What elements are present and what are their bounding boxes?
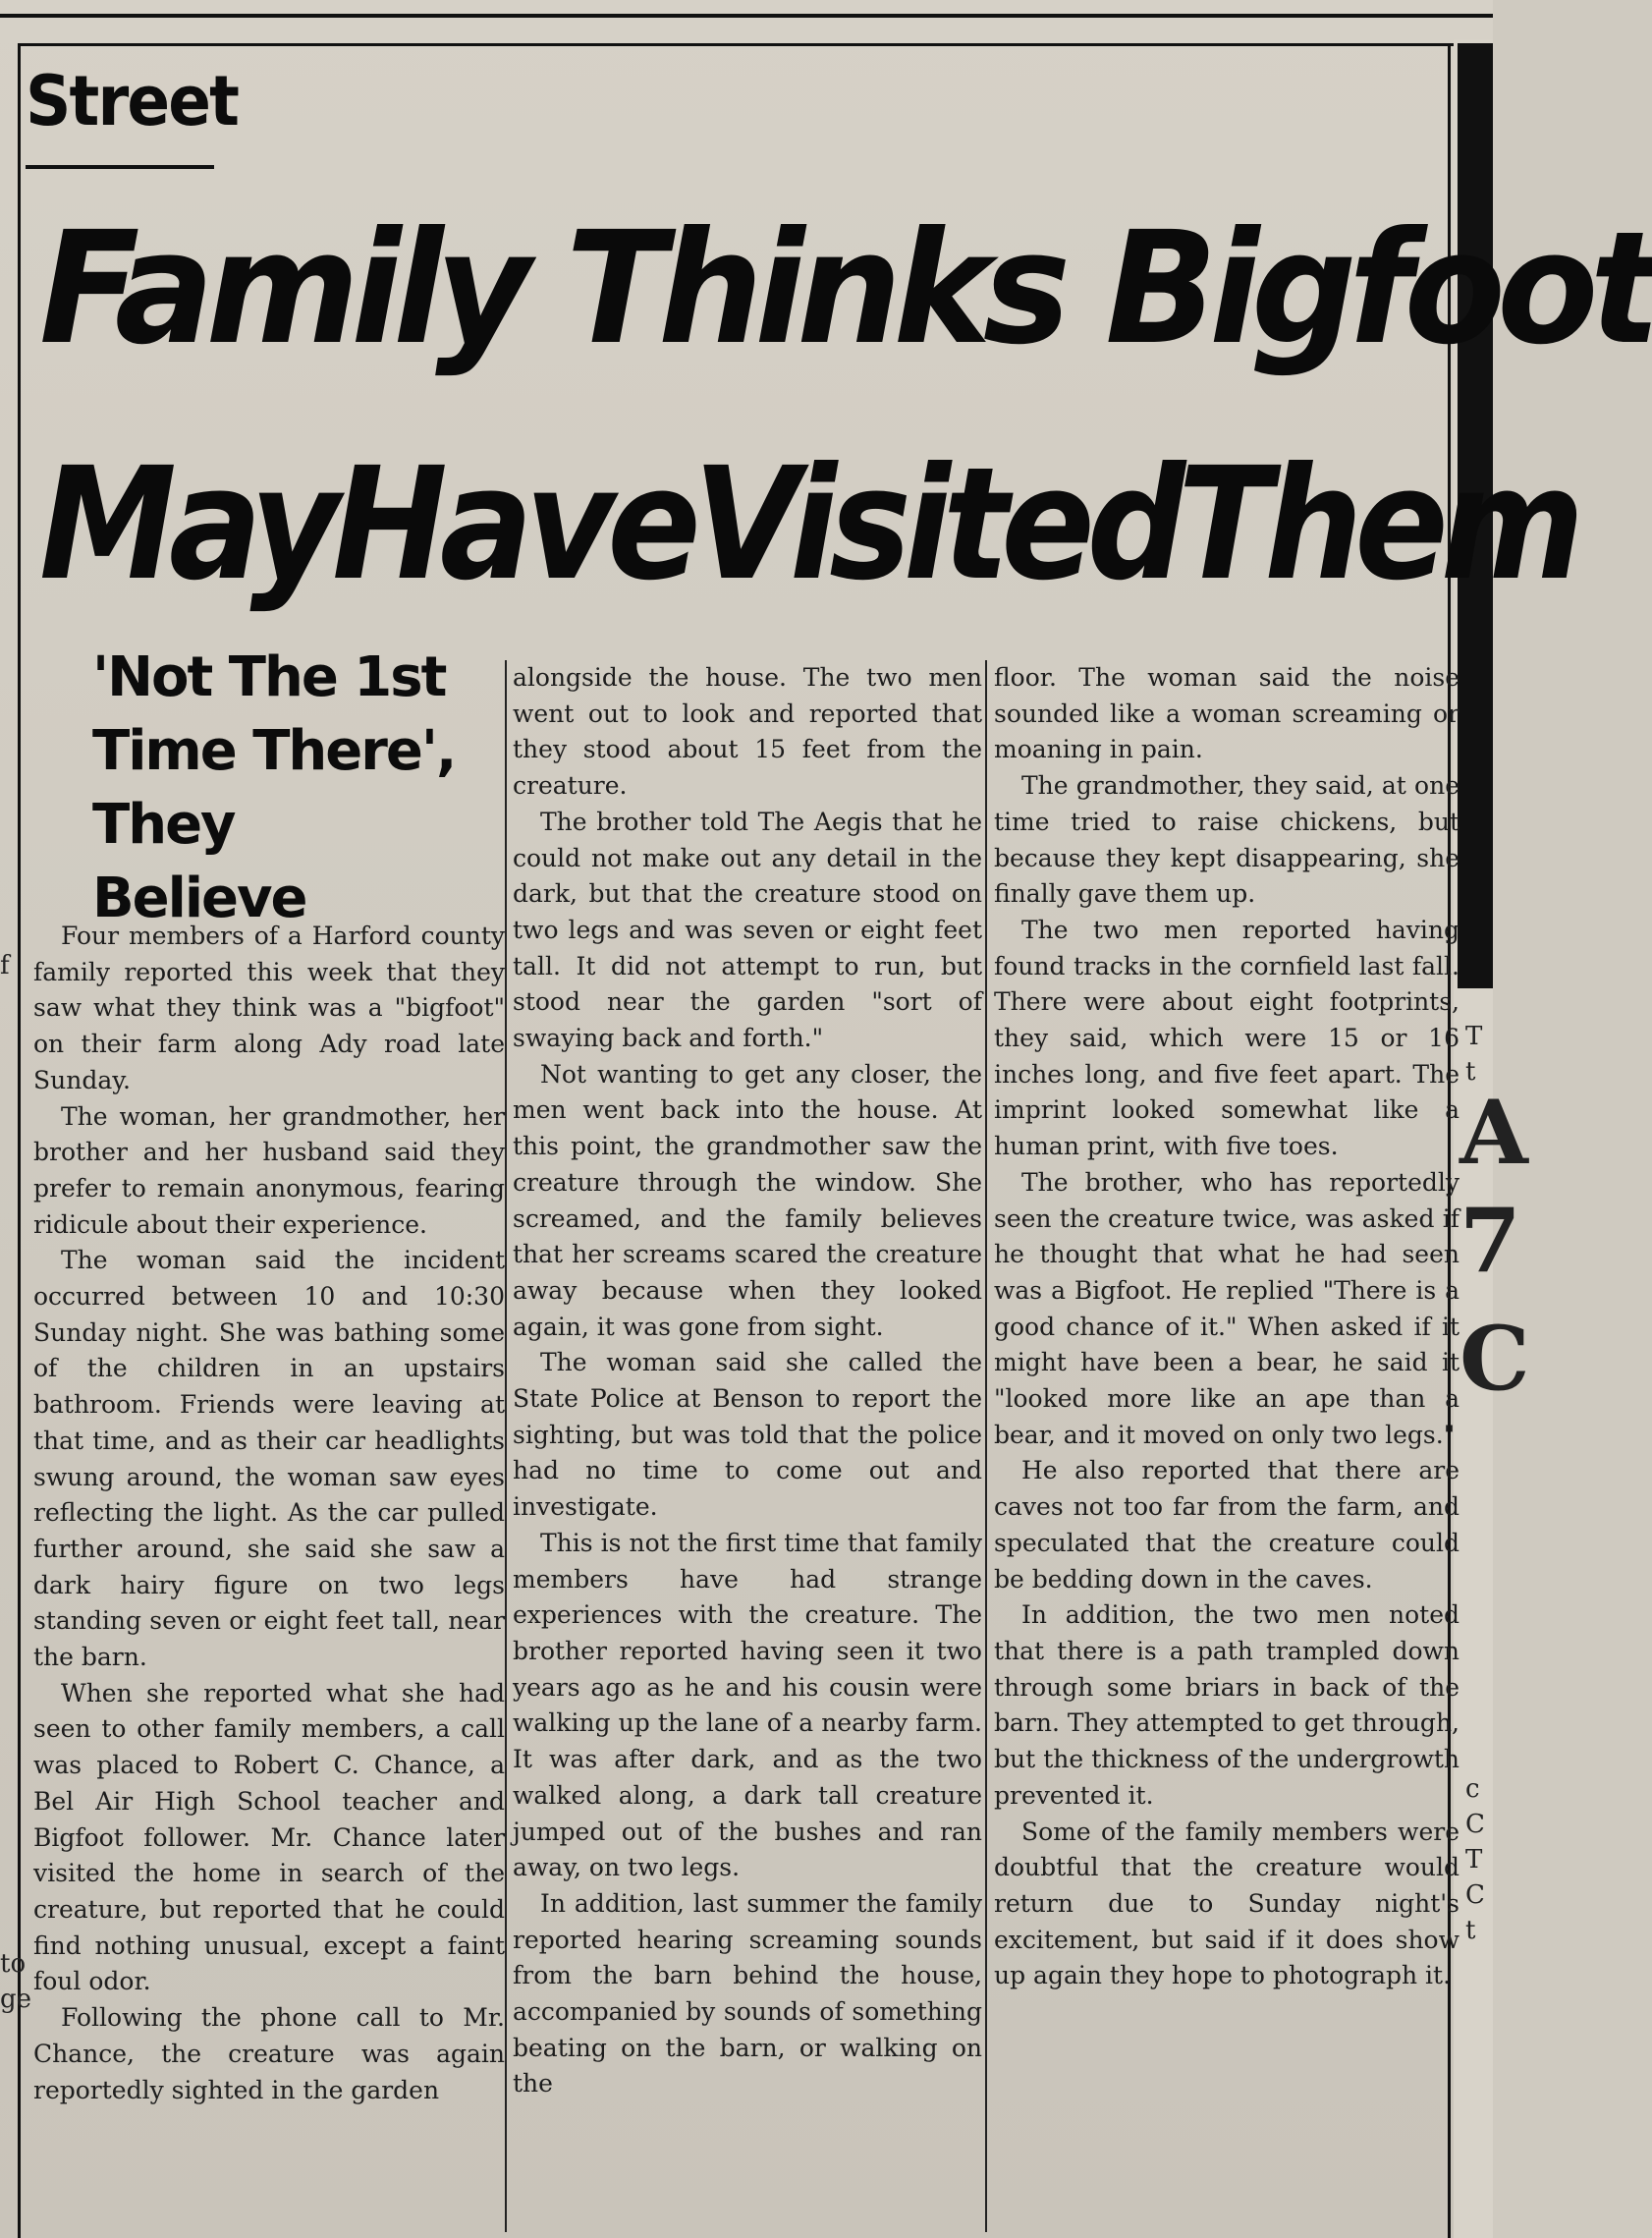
subheadline <box>47 641 460 935</box>
article-left-border <box>18 43 21 2238</box>
adjacent-fragment: ge <box>0 1985 32 2014</box>
adjacent-fragment: T <box>1465 1022 1483 1051</box>
adjacent-fragment: C <box>1459 1307 1530 1411</box>
paragraph: He also reported that there are caves not too far from the farm, and speculated that the creature could be bedding down in the caves. <box>994 1456 1459 1594</box>
subheadline-line-3: They Believe <box>92 793 306 930</box>
adjacent-fragment: t <box>1465 1057 1476 1087</box>
paragraph: The woman said she called the State Police at Benson to report the sighting, but was told that the police had no time to come out and investigate. <box>513 1348 982 1522</box>
adjacent-fragment: 7 <box>1459 1189 1521 1293</box>
paragraph-continued: floor. The woman said the noise sounded like a woman screaming or moaning in pain. <box>994 663 1459 764</box>
article-column-1 <box>33 919 505 2108</box>
paragraph: The two men reported having found tracks in the cornfield last fall. There were about eight footprints, they said, which were 15 or 16 inches long, and five feet apart. The imprint looked somewhat like a human print, with five toes. <box>994 915 1459 1161</box>
adjacent-fragment: t <box>1465 1916 1476 1945</box>
column-divider <box>505 660 507 2232</box>
adjacent-fragment: A <box>1459 1081 1528 1185</box>
adjacent-fragment: to <box>0 1949 27 1979</box>
subheadline-line-2: Time There', <box>92 719 456 783</box>
paragraph: The brother, who has reportedly seen the creature twice, was asked if he thought that what he had seen was a Bigfoot. He replied "There is a good chance of it." When asked if it might have been a bear, he said it "looked more like an ape than a bear, and it moved on only two legs." <box>994 1167 1459 1449</box>
paragraph: In addition, the two men noted that there is a path trampled down through some briars in back of the barn. They attempted to get through, but the thickness of the undergrowth prevented it. <box>994 1600 1459 1810</box>
paragraph-continued: alongside the house. The two men went out to look and reported that they stood about 15 feet from the creature. <box>513 663 982 801</box>
paragraph: Following the phone call to Mr. Chance, the creature was again reportedly sighted in the garden <box>33 2003 505 2104</box>
article-top-border <box>20 43 1454 46</box>
paragraph: In addition, last summer the family reported hearing screaming sounds from the barn behind the house, accompanied by sounds of something beating on the barn, or walking on the <box>513 1888 982 2098</box>
column-divider <box>985 660 987 2232</box>
paragraph: The woman, her grandmother, her brother and her husband said they prefer to remain anonymous, fearing ridicule about their experience. <box>33 1101 505 1239</box>
paragraph: When she reported what she had seen to other family members, a call was placed to Robert C. Chance, a Bel Air High School teacher and Bigfoot follower. Mr. Chance later visited the home in search of the creature, but reported that he could find nothing unusual, except a faint foul odor. <box>33 1678 505 1996</box>
article-column-3 <box>994 660 1459 1994</box>
top-rule <box>0 14 1493 18</box>
adjacent-fragment: C <box>1465 1810 1485 1839</box>
paragraph: Four members of a Harford county family reported this week that they saw what they think was a "bigfoot" on their farm along Ady road late Sunday. <box>33 922 505 1094</box>
paragraph: Not wanting to get any closer, the men went back into the house. At this point, the grandmother saw the creature through the window. She screamed, and the family believes that her screams scared the creature away because when they looked again, it was gone from sight. <box>513 1059 982 1341</box>
paragraph: This is not the first time that family members have had strange experiences with the creature. The brother reported having seen it two years ago as he and his cousin were walking up the lane of a nearby farm. It was after dark, and as the two walked along, a dark tall creature jumped out of the bushes and ran away, on two legs. <box>513 1528 982 1882</box>
paragraph: The brother told The Aegis that he could not make out any detail in the dark, but that the creature stood on two legs and was seven or eight feet tall. It did not attempt to run, but stood near the garden "sort of swaying back and forth." <box>513 807 982 1053</box>
headline-line-2: MayHaveVisitedThem <box>39 434 1577 615</box>
section-underline <box>26 165 214 169</box>
adjacent-fragment: C <box>1465 1880 1485 1910</box>
subheadline-line-1: 'Not The 1st <box>92 645 446 709</box>
adjacent-fragment: T <box>1465 1845 1483 1874</box>
article-column-2 <box>513 660 982 2102</box>
headline-line-1: Family Thinks Bigfoot <box>39 198 1652 379</box>
adjacent-fragment: c <box>1465 1774 1480 1804</box>
adjacent-fragment: f <box>0 951 10 980</box>
section-label: Street <box>26 61 239 141</box>
paragraph: The grandmother, they said, at one time tried to raise chickens, but because they kept disappearing, she finally gave them up. <box>994 771 1459 909</box>
paragraph: Some of the family members were doubtful that the creature would return due to Sunday night's excitement, but said if it does show up again they hope to photograph it. <box>994 1817 1459 1990</box>
paragraph: The woman said the incident occurred between 10 and 10:30 Sunday night. She was bathing some of the children in an upstairs bathroom. Friends were leaving at that time, and as their car headlights swung around, the woman saw eyes reflecting the light. As the car pulled further around, she said she saw a dark hairy figure on two legs standing seven or eight feet tall, near the barn. <box>33 1246 505 1672</box>
